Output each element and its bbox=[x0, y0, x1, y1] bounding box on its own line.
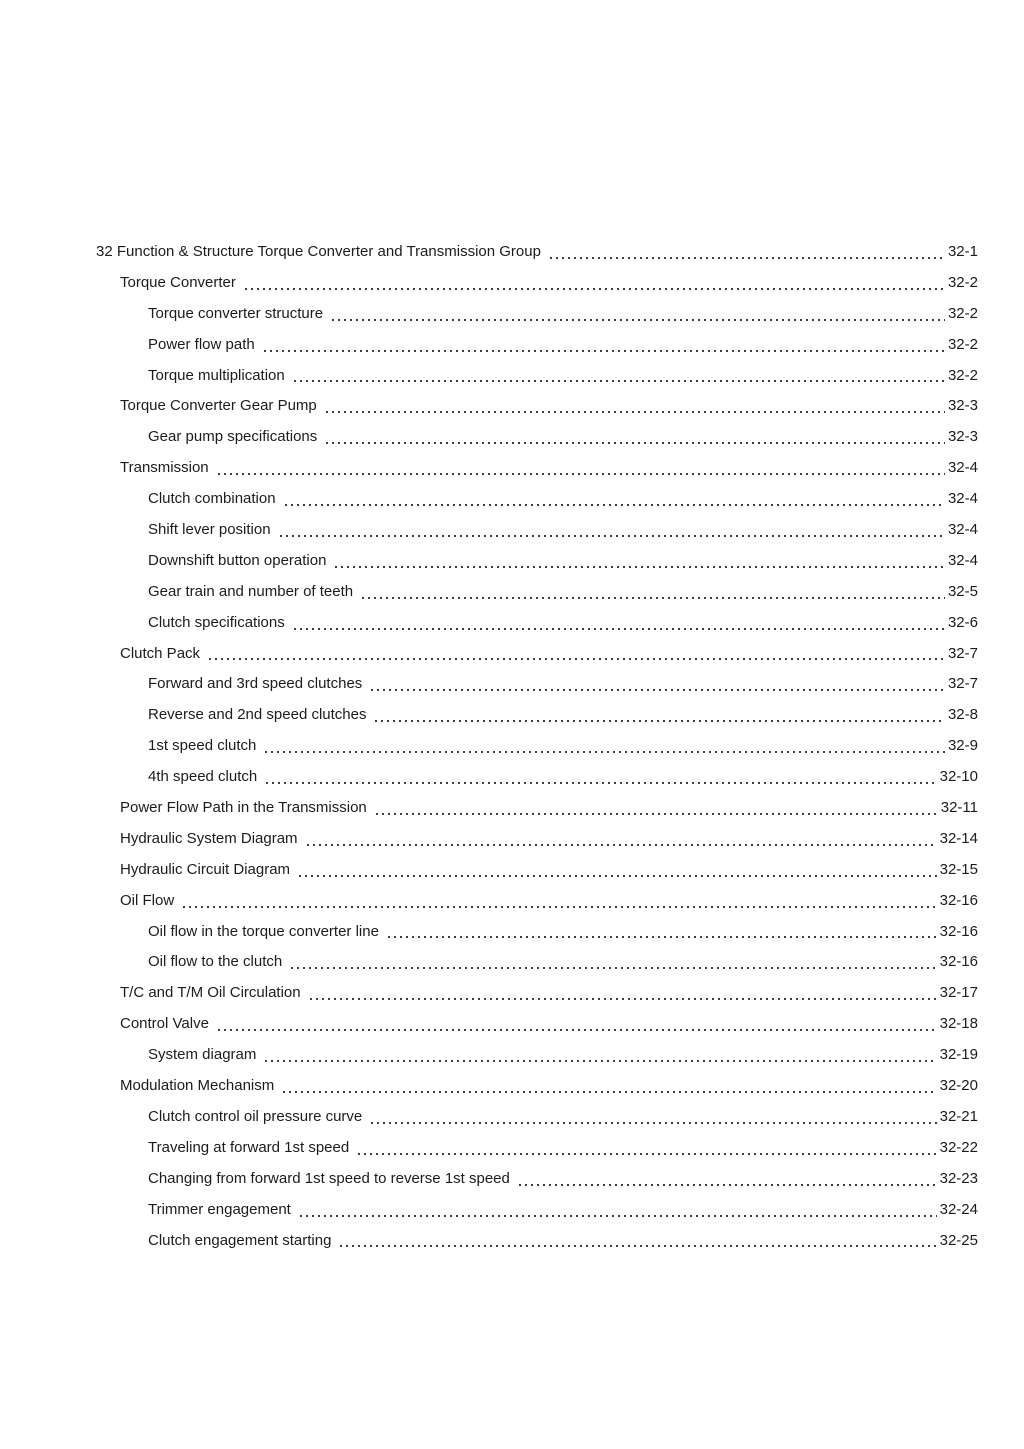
toc-entry bbox=[96, 978, 978, 1009]
toc-dot-leader bbox=[324, 422, 945, 453]
toc-entry-page-number: 32-11 bbox=[940, 799, 978, 817]
toc-dot-leader bbox=[330, 299, 945, 330]
toc-entry bbox=[96, 299, 978, 330]
toc-entry-title: Torque multiplication bbox=[148, 366, 285, 384]
toc-dot-leader bbox=[207, 639, 945, 670]
toc-entry-page-number: 32-22 bbox=[939, 1138, 978, 1156]
toc-entry bbox=[96, 453, 978, 484]
toc-entry-title: Transmission bbox=[120, 459, 209, 477]
toc-entry-page-number: 32-7 bbox=[947, 675, 978, 693]
toc-entry bbox=[96, 484, 978, 515]
toc-entry bbox=[96, 361, 978, 392]
toc-dot-leader bbox=[374, 793, 938, 824]
toc-entry-title: Shift lever position bbox=[148, 521, 271, 539]
toc-entry bbox=[96, 731, 978, 762]
toc-entry-page-number: 32-23 bbox=[939, 1169, 978, 1187]
toc-entry-title: Hydraulic System Diagram bbox=[120, 829, 298, 847]
toc-entry bbox=[96, 762, 978, 793]
toc-entry-title: 4th speed clutch bbox=[148, 768, 258, 786]
toc-entry-title: Forward and 3rd speed clutches bbox=[148, 675, 363, 693]
toc-entry bbox=[96, 917, 978, 948]
toc-entry-title: 32 Function & Structure Torque Converter and Transmission Group bbox=[96, 243, 541, 260]
toc-entry-page-number: 32-4 bbox=[947, 521, 978, 539]
toc-dot-leader bbox=[373, 700, 944, 731]
toc-entry-page-number: 32-16 bbox=[939, 891, 978, 909]
toc-entry-page-number: 32-25 bbox=[939, 1231, 978, 1249]
toc-entry bbox=[96, 1195, 978, 1226]
toc-dot-leader bbox=[548, 237, 945, 268]
toc-dot-leader bbox=[263, 1040, 936, 1071]
toc-dot-leader bbox=[369, 1102, 936, 1133]
toc-entry bbox=[96, 855, 978, 886]
toc-entry-page-number: 32-9 bbox=[947, 737, 978, 755]
toc-entry bbox=[96, 422, 978, 453]
toc-entry bbox=[96, 669, 978, 700]
toc-dot-leader bbox=[289, 947, 936, 978]
toc-dot-leader bbox=[360, 577, 945, 608]
toc-entry-page-number: 32-21 bbox=[939, 1107, 978, 1125]
toc-entry bbox=[96, 391, 978, 422]
toc-entry bbox=[96, 546, 978, 577]
toc-entry-title: Traveling at forward 1st speed bbox=[148, 1138, 350, 1156]
toc-entry-title: Power Flow Path in the Transmission bbox=[120, 799, 367, 817]
toc-entry bbox=[96, 1071, 978, 1102]
toc-entry-page-number: 32-8 bbox=[947, 706, 978, 724]
toc-entry-title: Gear pump specifications bbox=[148, 428, 318, 446]
toc-entry-page-number: 32-19 bbox=[939, 1046, 978, 1064]
toc-entry-page-number: 32-6 bbox=[947, 613, 978, 631]
toc-entry bbox=[96, 330, 978, 361]
toc-entry-page-number: 32-15 bbox=[939, 860, 978, 878]
toc-dot-leader bbox=[305, 824, 937, 855]
toc-dot-leader bbox=[308, 978, 937, 1009]
toc-entry-title: Changing from forward 1st speed to reverse 1st speed bbox=[148, 1169, 510, 1187]
toc-entry-title: Clutch combination bbox=[148, 490, 276, 508]
toc-entry-title: Trimmer engagement bbox=[148, 1200, 291, 1218]
toc-entry-title: Torque Converter bbox=[120, 273, 236, 291]
toc-entry bbox=[96, 886, 978, 917]
toc-entry bbox=[96, 268, 978, 299]
toc-entry bbox=[96, 577, 978, 608]
toc-entry-title: Clutch specifications bbox=[148, 613, 285, 631]
toc-entry bbox=[96, 639, 978, 670]
toc-dot-leader bbox=[297, 855, 937, 886]
toc-entry-page-number: 32-16 bbox=[939, 953, 978, 971]
toc-entry-page-number: 32-14 bbox=[939, 829, 978, 847]
toc-entry-page-number: 32-2 bbox=[947, 273, 978, 291]
toc-entry-title: Clutch control oil pressure curve bbox=[148, 1107, 363, 1125]
toc-dot-leader bbox=[181, 886, 936, 917]
toc-entry-page-number: 32-4 bbox=[947, 459, 978, 477]
toc-entry bbox=[96, 700, 978, 731]
toc-entry-page-number: 32-10 bbox=[939, 768, 978, 786]
toc-dot-leader bbox=[324, 391, 945, 422]
toc-entry-title: Oil Flow bbox=[120, 891, 175, 909]
toc-entry bbox=[96, 1102, 978, 1133]
toc-entry-page-number: 32-17 bbox=[939, 984, 978, 1002]
toc-dot-leader bbox=[338, 1226, 936, 1257]
toc-dot-leader bbox=[281, 1071, 936, 1102]
toc-dot-leader bbox=[298, 1195, 937, 1226]
toc-dot-leader bbox=[278, 515, 945, 546]
toc-entry-page-number: 32-20 bbox=[939, 1077, 978, 1095]
toc-entry bbox=[96, 1040, 978, 1071]
toc-entry-title: Power flow path bbox=[148, 335, 255, 353]
toc-entry-page-number: 32-2 bbox=[947, 335, 978, 353]
toc-dot-leader bbox=[386, 917, 937, 948]
toc-entry bbox=[96, 237, 978, 268]
toc-dot-leader bbox=[356, 1133, 936, 1164]
toc-entry-title: Hydraulic Circuit Diagram bbox=[120, 860, 291, 878]
toc-entry bbox=[96, 1164, 978, 1195]
toc-dot-leader bbox=[263, 731, 945, 762]
toc-dot-leader bbox=[333, 546, 945, 577]
toc-dot-leader bbox=[292, 608, 945, 639]
toc-entry bbox=[96, 515, 978, 546]
toc-dot-leader bbox=[216, 453, 945, 484]
toc-entry-title: System diagram bbox=[148, 1046, 257, 1064]
toc-entry-title: Oil flow in the torque converter line bbox=[148, 922, 379, 940]
toc-entry-title: Oil flow to the clutch bbox=[148, 953, 283, 971]
toc-entry-title: Torque converter structure bbox=[148, 304, 324, 322]
toc-dot-leader bbox=[243, 268, 945, 299]
toc-entry-page-number: 32-4 bbox=[947, 551, 978, 569]
toc-entry-title: Downshift button operation bbox=[148, 551, 327, 569]
toc-dot-leader bbox=[216, 1009, 937, 1040]
toc-entry-page-number: 32-1 bbox=[947, 243, 978, 260]
toc-entry bbox=[96, 1133, 978, 1164]
toc-dot-leader bbox=[264, 762, 936, 793]
toc-entry-page-number: 32-24 bbox=[939, 1200, 978, 1218]
toc-entry-title: Control Valve bbox=[120, 1015, 209, 1033]
toc-entry-page-number: 32-5 bbox=[947, 582, 978, 600]
toc-entry-title: T/C and T/M Oil Circulation bbox=[120, 984, 301, 1002]
toc-entry-title: Clutch Pack bbox=[120, 644, 201, 662]
toc-dot-leader bbox=[262, 330, 945, 361]
toc-entry-title: Clutch engagement starting bbox=[148, 1231, 332, 1249]
toc-entry-title: Torque Converter Gear Pump bbox=[120, 397, 317, 415]
toc-entry-page-number: 32-18 bbox=[939, 1015, 978, 1033]
toc-entry bbox=[96, 947, 978, 978]
toc-entry-page-number: 32-16 bbox=[939, 922, 978, 940]
toc-entry bbox=[96, 1009, 978, 1040]
toc-entry-page-number: 32-3 bbox=[947, 397, 978, 415]
toc-entry bbox=[96, 608, 978, 639]
toc-entry-page-number: 32-2 bbox=[947, 366, 978, 384]
table-of-contents bbox=[96, 237, 978, 1256]
toc-entry-title: Reverse and 2nd speed clutches bbox=[148, 706, 367, 724]
toc-entry-page-number: 32-7 bbox=[947, 644, 978, 662]
toc-entry-page-number: 32-2 bbox=[947, 304, 978, 322]
toc-entry-title: Gear train and number of teeth bbox=[148, 582, 354, 600]
toc-entry bbox=[96, 1226, 978, 1257]
toc-entry-title: 1st speed clutch bbox=[148, 737, 257, 755]
toc-dot-leader bbox=[369, 669, 945, 700]
toc-dot-leader bbox=[283, 484, 945, 515]
toc-entry-page-number: 32-4 bbox=[947, 490, 978, 508]
toc-dot-leader bbox=[292, 361, 945, 392]
toc-entry-title: Modulation Mechanism bbox=[120, 1077, 275, 1095]
toc-entry-page-number: 32-3 bbox=[947, 428, 978, 446]
toc-entry bbox=[96, 824, 978, 855]
toc-entry bbox=[96, 793, 978, 824]
toc-dot-leader bbox=[517, 1164, 937, 1195]
